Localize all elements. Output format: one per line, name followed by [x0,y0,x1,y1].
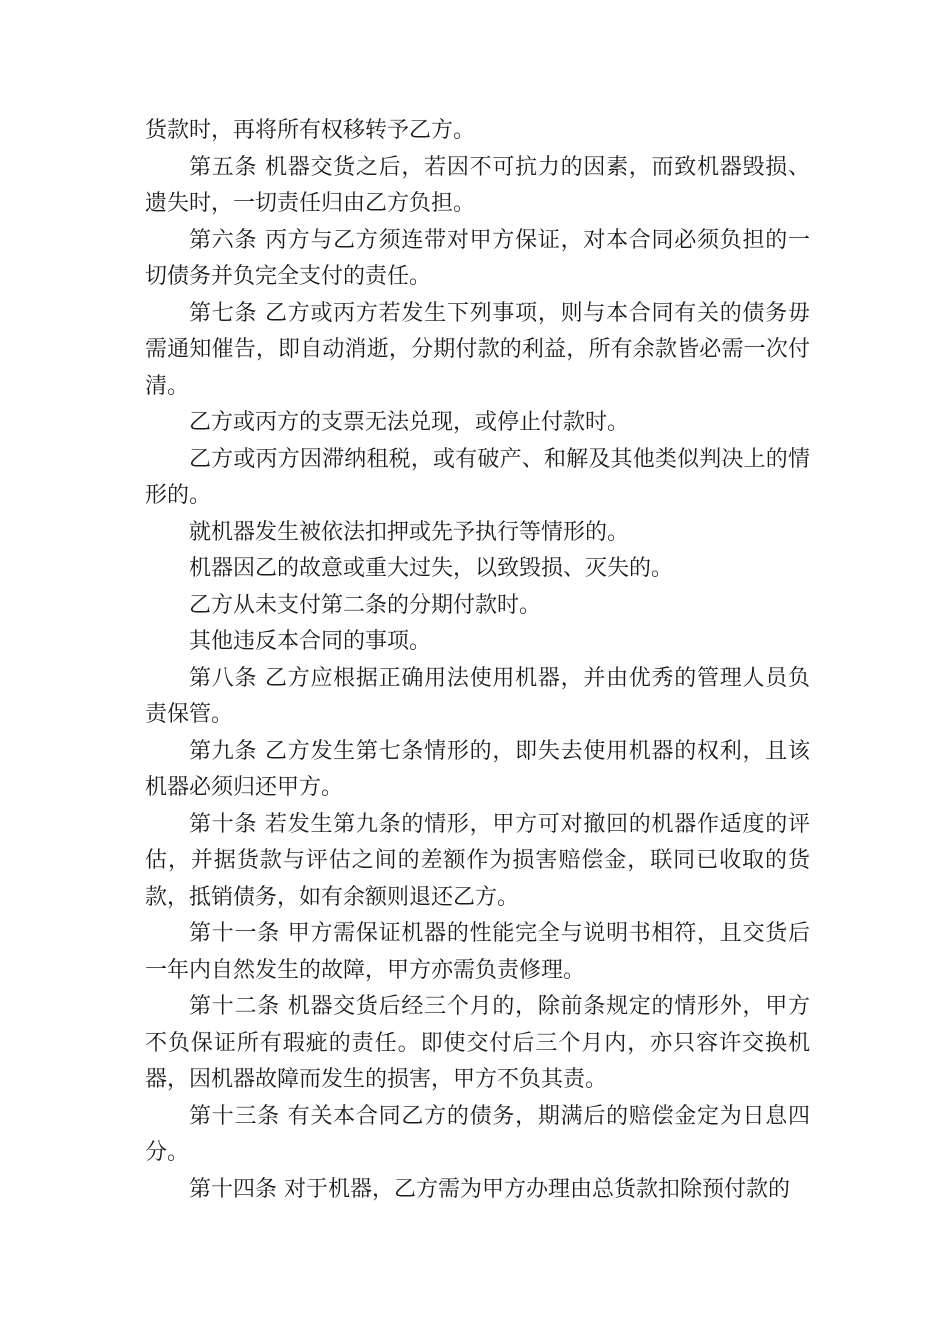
paragraph-article-9: 第九条 乙方发生第七条情形的，即失去使用机器的权利，且该机器必须归还甲方。 [145,738,810,800]
paragraph-item-seizure: 就机器发生被依法扣押或先予执行等情形的。 [189,519,630,545]
paragraph-item-tax: 乙方或丙方因滞纳租税，或有破产、和解及其他类似判决上的情形的。 [145,446,810,508]
contract-body [145,113,810,1208]
paragraph-item-check: 乙方或丙方的支票无法兑现，或停止付款时。 [189,410,630,435]
paragraph-article-5: 第五条 机器交货之后，若因不可抗力的因素，而致机器毁损、遗失时，一切责任归由乙方负担。 [145,154,810,216]
paragraph-article-14: 第十四条 对于机器，乙方需为甲方办理由总货款扣除预付款的 [189,1176,790,1202]
paragraph-article-6: 第六条 丙方与乙方须连带对甲方保证，对本合同必须负担的一切债务并负完全支付的责任。 [145,227,810,289]
paragraph-item-damage: 机器因乙的故意或重大过失，以致毁损、灭失的。 [189,556,674,581]
paragraph-article-8: 第八条 乙方应根据正确用法使用机器，并由优秀的管理人员负责保管。 [145,665,810,727]
paragraph-item-other: 其他违反本合同的事项。 [189,629,432,654]
paragraph-article-7: 第七条 乙方或丙方若发生下列事项，则与本合同有关的债务毋需通知催告，即自动消逝，分期付款的利益，所有余款皆必需一次付清。 [145,300,810,399]
paragraph-article-12: 第十二条 机器交货后经三个月的，除前条规定的情形外，甲方不负保证所有瑕疵的责任。即使交付后三个月内，亦只容许交换机器，因机器故障而发生的损害，甲方不负其责。 [145,994,810,1092]
paragraph-item-nonpayment: 乙方从未支付第二条的分期付款时。 [189,592,542,618]
paragraph-article-11: 第十一条 甲方需保证机器的性能完全与说明书相符，且交货后一年内自然发生的故障，甲方亦需负责修理。 [145,921,810,983]
paragraph-continuation: 货款时，再将所有权移转予乙方。 [145,118,476,143]
paragraph-article-13: 第十三条 有关本合同乙方的债务，期满后的赔偿金定为日息四分。 [145,1103,810,1165]
paragraph-article-10: 第十条 若发生第九条的情形，甲方可对撤回的机器作适度的评估，并据货款与评估之间的差额作为损害赔偿金，联同已收取的货款，抵销债务，如有余额则退还乙方。 [145,811,810,910]
